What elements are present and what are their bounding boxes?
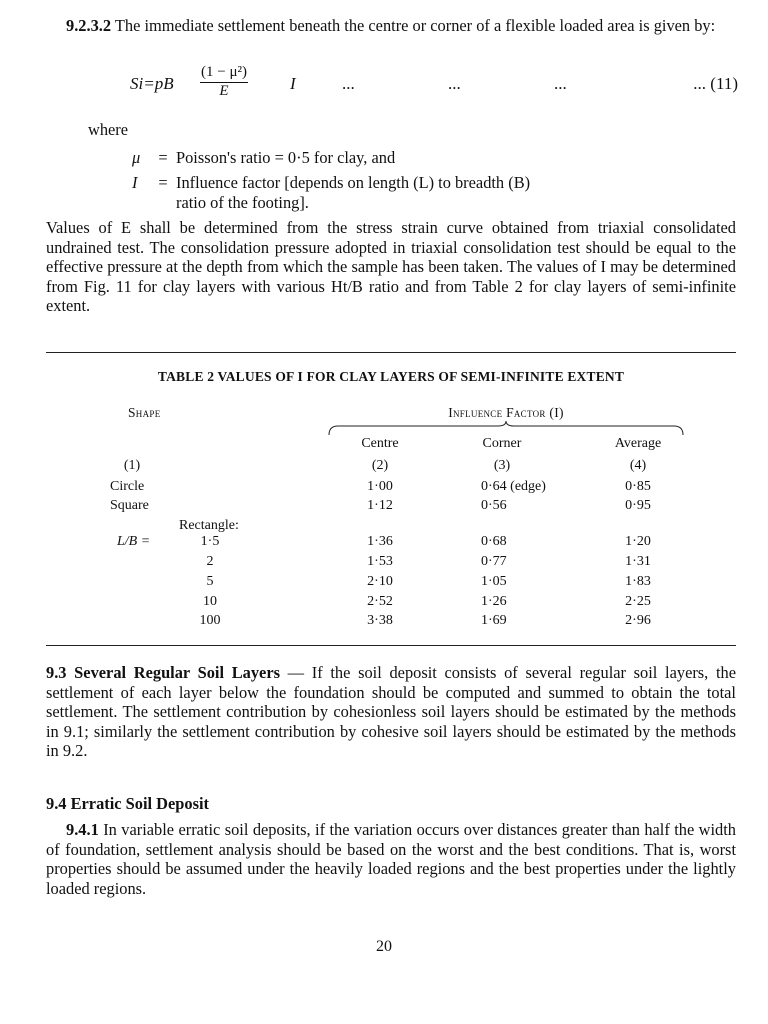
col-header-average: Average: [614, 436, 662, 451]
equation-factor: I: [290, 74, 296, 93]
table-bottom-rule: [46, 645, 736, 646]
row-corner: 1·05: [481, 574, 507, 589]
definition-text: Poisson's ratio = 0·5 for clay, and: [176, 148, 396, 167]
definition-continuation: ratio of the footing].: [176, 192, 309, 212]
clause-text: In variable erratic soil deposits, if the variation occurs over distances greater than half the width of foundation, settlement analysis should be based on the worst and the best conditions. That is, worst properties should be assumed under the heavily loaded regions and the best properties under the lightly loaded regions.: [46, 820, 736, 898]
fraction-numerator: (1 − μ²): [200, 64, 248, 83]
section-text: — If the soil deposit consists of several regular soil layers, the settlement of each layer below the foundation should be computed and summed to obtain the total settlement. The settlement contribution by cohesionless soil layers should be estimated by the methods in 9.1; similarly the settlement contribution by cohesive soil layers should be estimated by the methods in 9.2.: [46, 663, 736, 761]
shape-header: Shape: [128, 405, 161, 420]
equation-lhs: Si=pB: [130, 74, 174, 93]
paragraph-9-3: [46, 663, 736, 761]
row-centre: 1·36: [367, 534, 393, 549]
col-number: (2): [371, 458, 389, 473]
row-average: 1·31: [625, 554, 651, 569]
paragraph-9-4-1: [46, 820, 736, 898]
row-average: 0·85: [625, 479, 651, 494]
leader-dots: ...: [448, 74, 461, 93]
clause-text: The immediate settlement beneath the centre or corner of a flexible loaded area is given by:: [114, 16, 716, 35]
leader-dots: ...: [342, 74, 355, 93]
row-corner: 1·26: [481, 594, 507, 609]
paragraph-9-2-3-2: [46, 16, 736, 36]
table-top-rule: [46, 352, 736, 353]
col-header-corner: Corner: [482, 436, 522, 451]
definition-i: [132, 173, 530, 212]
row-shape: 5: [206, 574, 214, 589]
row-average: 2·25: [625, 594, 651, 609]
definition-symbol: μ: [132, 148, 141, 167]
row-centre: 1·00: [367, 479, 393, 494]
settlement-equation: [130, 64, 738, 108]
row-centre: 3·38: [367, 613, 393, 628]
clause-number: 9.2.3.2: [66, 16, 112, 35]
col-number: (3): [493, 458, 511, 473]
col-header-centre: Centre: [361, 436, 399, 451]
definition-text: Influence factor [depends on length (L) to breadth (B): [176, 173, 531, 192]
fraction-denominator: E: [219, 83, 229, 99]
rectangle-label: Rectangle:: [179, 518, 239, 533]
row-shape: Circle: [110, 479, 145, 494]
section-heading: 9.3 Several Regular Soil Layers: [46, 663, 280, 682]
row-corner: 0·64 (edge): [481, 479, 546, 494]
row-centre: 2·52: [367, 594, 393, 609]
row-corner: 1·69: [481, 613, 507, 628]
row-shape: Square: [110, 498, 149, 513]
col-number: (4): [629, 458, 647, 473]
paragraph-values-of-e: Values of E shall be determined from the stress strain curve obtained from triaxial consolidated undrained test. The consolidation pressure adopted in triaxial consolidation test should be equal to the effective pressure at the depth from which the sample has been taken. The values of I may be determined from Fig. 11 for clay layers with various Ht/B ratio and from Table 2 for clay layers of semi-infinite extent.: [46, 218, 736, 316]
clause-number: 9.4.1: [66, 820, 99, 839]
equation-fraction: [200, 64, 248, 100]
definition-equals: =: [158, 173, 168, 192]
row-centre: 2·10: [367, 574, 393, 589]
row-corner: 0·68: [481, 534, 507, 549]
row-shape: 100: [199, 613, 221, 628]
influence-factor-header: Influence Factor (I): [448, 405, 564, 420]
row-average: 1·20: [625, 534, 651, 549]
lb-label: L/B =: [117, 534, 151, 549]
equation-number: ... (11): [693, 74, 738, 93]
row-average: 0·95: [625, 498, 651, 513]
row-shape: 10: [203, 594, 217, 609]
row-centre: 1·53: [367, 554, 393, 569]
row-corner: 0·56: [481, 498, 507, 513]
row-average: 2·96: [625, 613, 651, 628]
header-brace: [328, 420, 684, 436]
section-heading-9-4: 9.4 Erratic Soil Deposit: [46, 794, 209, 813]
row-centre: 1·12: [367, 498, 393, 513]
row-average: 1·83: [625, 574, 651, 589]
row-shape: 2: [206, 554, 214, 569]
where-label: where: [88, 120, 129, 139]
row-corner: 0·77: [481, 554, 507, 569]
leader-dots: ...: [554, 74, 567, 93]
definition-symbol: I: [132, 173, 138, 192]
definition-mu: [132, 148, 395, 168]
col-number: (1): [123, 458, 141, 473]
row-shape: 1·5: [200, 534, 220, 549]
table-title: TABLE 2 VALUES OF I FOR CLAY LAYERS OF SEMI-INFINITE EXTENT: [157, 369, 625, 384]
page-number: 20: [376, 938, 392, 955]
definition-equals: =: [158, 148, 168, 167]
